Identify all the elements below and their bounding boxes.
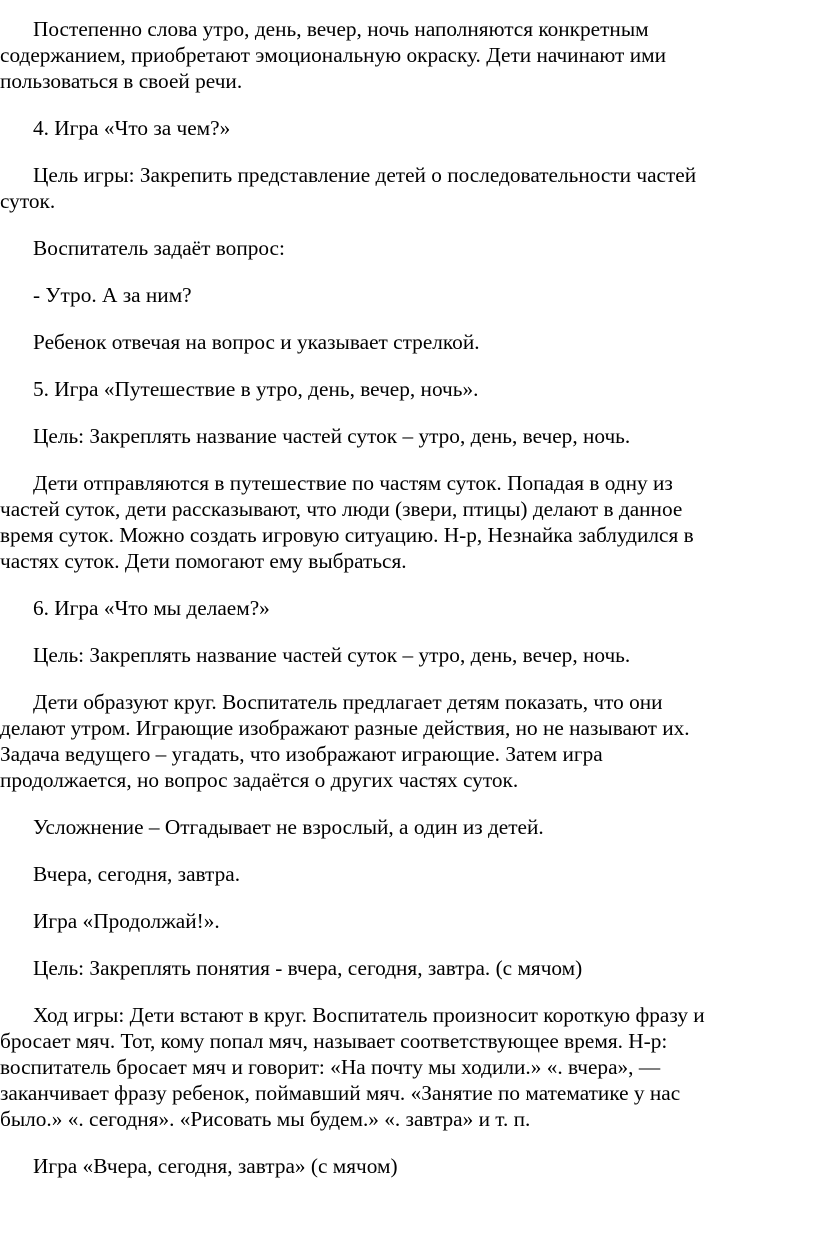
text-line: Усложнение – Отгадывает не взрослый, а один из детей. bbox=[33, 815, 544, 839]
text-line: Цель: Закреплять название частей суток – утро, день, вечер, ночь. bbox=[33, 424, 631, 448]
paragraph bbox=[0, 1153, 810, 1179]
paragraph bbox=[0, 908, 810, 934]
paragraph bbox=[0, 329, 810, 355]
text-line: частей суток, дети рассказывают, что люди (звери, птицы) делают в данное bbox=[0, 497, 683, 521]
text-line: было.» «. сегодня». «Рисовать мы будем.» «. завтра» и т. п. bbox=[0, 1107, 531, 1131]
paragraph bbox=[0, 689, 810, 793]
text-line: Цель: Закреплять понятия - вчера, сегодня, завтра. (с мячом) bbox=[33, 956, 583, 980]
paragraph bbox=[0, 595, 810, 621]
text-line: 5. Игра «Путешествие в утро, день, вечер, ночь». bbox=[33, 377, 479, 401]
paragraph bbox=[0, 1002, 810, 1132]
text-line: делают утром. Играющие изображают разные действия, но не называют их. bbox=[0, 716, 690, 740]
text-line: Игра «Вчера, сегодня, завтра» (с мячом) bbox=[33, 1154, 398, 1178]
text-line: Постепенно слова утро, день, вечер, ночь наполняются конкретным bbox=[33, 17, 649, 41]
text-line: Задача ведущего – угадать, что изображают играющие. Затем игра bbox=[0, 742, 603, 766]
paragraph bbox=[0, 423, 810, 449]
text-line: продолжается, но вопрос задаётся о других частях суток. bbox=[0, 768, 519, 792]
text-line: - Утро. А за ним? bbox=[33, 283, 192, 307]
text-line: суток. bbox=[0, 189, 56, 213]
text-line: бросает мяч. Тот, кому попал мяч, называет соответствующее время. Н-р: bbox=[0, 1029, 668, 1053]
text-line: воспитатель бросает мяч и говорит: «На почту мы ходили.» «. вчера», — bbox=[0, 1055, 661, 1079]
text-line: время суток. Можно создать игровую ситуацию. Н-р, Незнайка заблудился в bbox=[0, 523, 694, 547]
text-line: Ребенок отвечая на вопрос и указывает стрелкой. bbox=[33, 330, 480, 354]
text-line: заканчивает фразу ребенок, поймавший мяч. «Занятие по математике у нас bbox=[0, 1081, 681, 1105]
text-line: Цель игры: Закрепить представление детей о последовательности частей bbox=[33, 163, 697, 187]
paragraph bbox=[0, 470, 810, 574]
paragraph bbox=[0, 861, 810, 887]
text-line: Дети образуют круг. Воспитатель предлагает детям показать, что они bbox=[33, 690, 663, 714]
text-line: Вчера, сегодня, завтра. bbox=[33, 862, 241, 886]
paragraph bbox=[0, 115, 810, 141]
text-line: 6. Игра «Что мы делаем?» bbox=[33, 596, 270, 620]
paragraph bbox=[0, 162, 810, 214]
text-line: Игра «Продолжай!». bbox=[33, 909, 220, 933]
text-line: Цель: Закреплять название частей суток – утро, день, вечер, ночь. bbox=[33, 643, 631, 667]
text-line: содержанием, приобретают эмоциональную окраску. Дети начинают ими bbox=[0, 43, 666, 67]
paragraph bbox=[0, 955, 810, 981]
text-line: пользоваться в своей речи. bbox=[0, 69, 243, 93]
paragraph bbox=[0, 814, 810, 840]
paragraph bbox=[0, 235, 810, 261]
paragraph bbox=[0, 16, 810, 94]
text-line: частях суток. Дети помогают ему выбраться. bbox=[0, 549, 407, 573]
paragraph bbox=[0, 642, 810, 668]
text-line: Ход игры: Дети встают в круг. Воспитатель произносит короткую фразу и bbox=[33, 1003, 705, 1027]
text-line: 4. Игра «Что за чем?» bbox=[33, 116, 231, 140]
paragraph bbox=[0, 376, 810, 402]
text-line: Дети отправляются в путешествие по частям суток. Попадая в одну из bbox=[33, 471, 673, 495]
paragraph bbox=[0, 282, 810, 308]
text-line: Воспитатель задаёт вопрос: bbox=[33, 236, 285, 260]
